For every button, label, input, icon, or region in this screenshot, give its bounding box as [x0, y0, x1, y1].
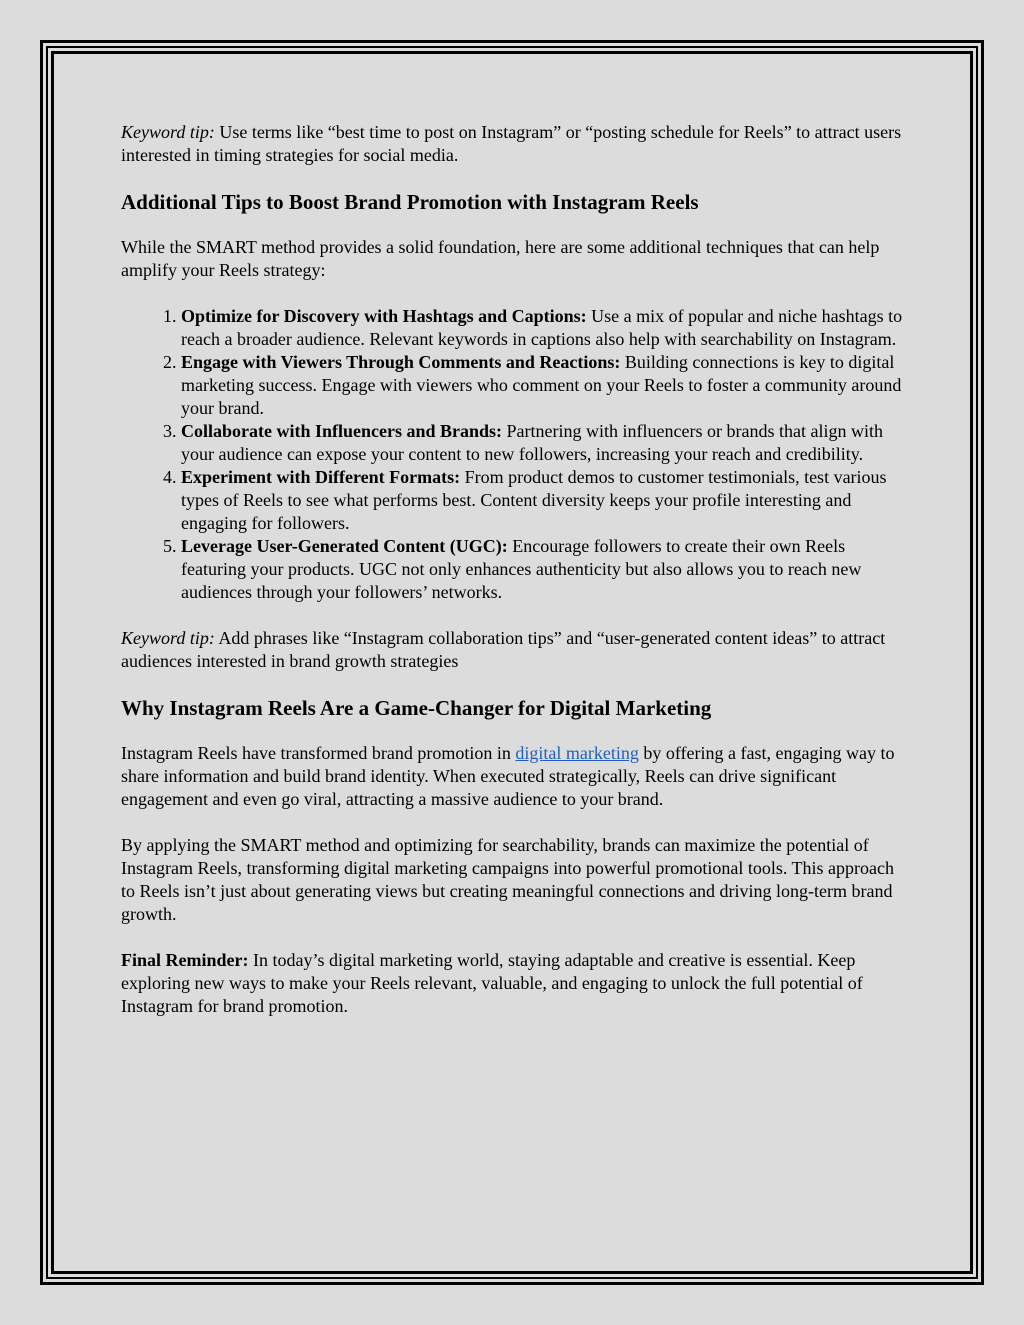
final-reminder-text: In today’s digital marketing world, staying adaptable and creative is essential. Keep exploring new ways to make your Reels relevant, valuable, and engaging to unlock the full potential of Instagram for brand promotion. [121, 950, 863, 1016]
intro-paragraph: While the SMART method provides a solid foundation, here are some additional techniques that can help amplify your Reels strategy: [121, 237, 880, 280]
list-item-title: Leverage User-Generated Content (UGC): [181, 536, 508, 556]
paragraph-text-after-link: by offering a fast, engaging way to share information and build brand identity. When executed strategically, Reels can drive significant engagement and even go viral, attracting a massive audience to your brand. [121, 743, 895, 809]
section-heading-game-changer: Why Instagram Reels Are a Game-Changer for Digital Marketing [121, 696, 712, 720]
final-reminder-label: Final Reminder: [121, 950, 249, 970]
keyword-tip-text: Use terms like “best time to post on Instagram” or “posting schedule for Reels” to attract users interested in timing strategies for social media. [121, 122, 902, 165]
document-body [121, 121, 911, 1041]
section-heading-additional-tips: Additional Tips to Boost Brand Promotion with Instagram Reels [121, 190, 699, 214]
smart-method-paragraph: By applying the SMART method and optimizing for searchability, brands can maximize the potential of Instagram Reels, transforming digital marketing campaigns into powerful promotional tools. This approach to Reels isn’t just about generating views but creating meaningful connections and driving long-term brand growth. [121, 835, 894, 924]
final-reminder-paragraph [121, 949, 911, 1018]
keyword-tip-paragraph-2 [121, 627, 911, 673]
list-item [181, 466, 911, 535]
list-item-text: Partnering with influencers or brands that align with your audience can expose your content to new followers, increasing your reach and credibility. [181, 421, 883, 464]
list-item-text: Building connections is key to digital marketing success. Engage with viewers who comment on your Reels to foster a community around your brand. [181, 352, 902, 418]
list-item-title: Experiment with Different Formats: [181, 467, 461, 487]
list-item-text: Encourage followers to create their own Reels featuring your products. UGC not only enhances authenticity but also allows you to reach new audiences through your followers’ networks. [181, 536, 862, 602]
list-item-title: Optimize for Discovery with Hashtags and Captions: [181, 306, 587, 326]
list-item-title: Engage with Viewers Through Comments and Reactions: [181, 352, 621, 372]
list-item [181, 351, 911, 420]
paragraph-text-before-link: Instagram Reels have transformed brand promotion in [121, 743, 516, 763]
list-item-text: From product demos to customer testimonials, test various types of Reels to see what performs best. Content diversity keeps your profile interesting and engaging for followers. [181, 467, 887, 533]
keyword-tip-label: Keyword tip: [121, 122, 215, 142]
list-item-text: Use a mix of popular and niche hashtags to reach a broader audience. Relevant keywords in captions also help with searchability on Instagram. [181, 306, 903, 349]
list-item-title: Collaborate with Influencers and Brands: [181, 421, 503, 441]
keyword-tip-text-2: Add phrases like “Instagram collaboration tips” and “user-generated content ideas” to attract audiences interested in brand growth strategies [121, 628, 886, 671]
list-item [181, 535, 911, 604]
list-item [181, 305, 911, 351]
keyword-tip-label-2: Keyword tip: [121, 628, 215, 648]
list-item [181, 420, 911, 466]
tips-list [121, 305, 911, 604]
digital-marketing-link[interactable]: digital marketing [515, 743, 639, 763]
reels-transform-paragraph [121, 742, 911, 811]
keyword-tip-paragraph [121, 121, 911, 167]
